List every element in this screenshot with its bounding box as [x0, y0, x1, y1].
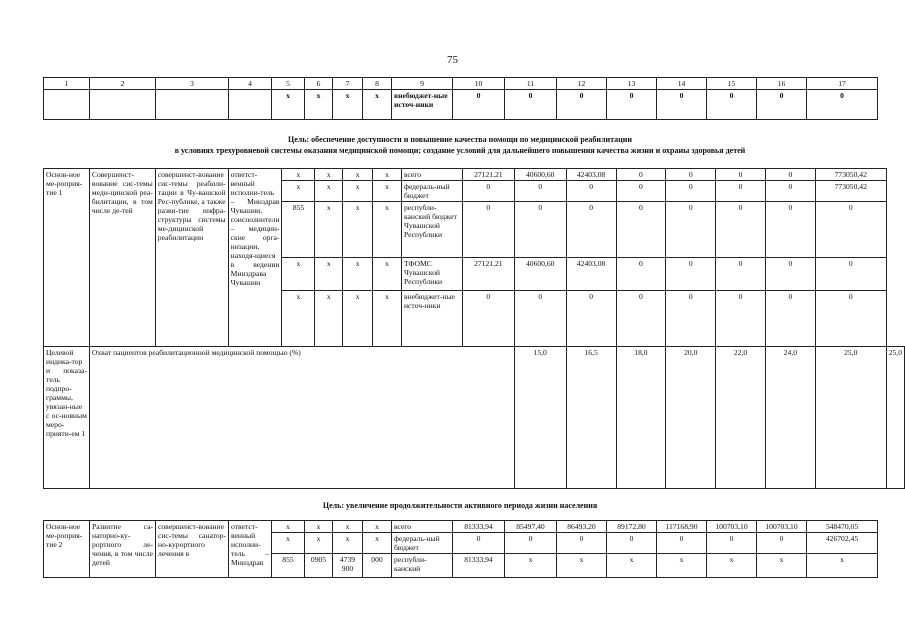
value-cell: 0 [666, 258, 716, 291]
value-cell: 0 [765, 169, 815, 181]
cell: х [315, 202, 343, 258]
value-cell: 0 [716, 202, 766, 258]
value-cell: х [557, 554, 607, 578]
source-cell: федераль-ный бюджет [401, 181, 462, 202]
top-row [44, 90, 878, 120]
value-cell: 0 [765, 202, 815, 258]
source-cell: всего [392, 521, 453, 533]
value-cell: 20,0 [666, 347, 716, 489]
value-cell: 0 [757, 533, 807, 554]
header-cell: 17 [807, 78, 878, 90]
value-cell: 0 [514, 181, 566, 202]
cell: х [272, 533, 305, 554]
header-cell: 16 [757, 78, 807, 90]
value-cell: 0 [453, 90, 505, 120]
cell: х [333, 90, 363, 120]
header-cell: 11 [505, 78, 557, 90]
cell: х [305, 533, 333, 554]
header-cell: 3 [156, 78, 229, 90]
value-cell: 0 [707, 533, 757, 554]
cell: х [363, 533, 392, 554]
source-cell: республи-канский [392, 554, 453, 578]
value-cell: 0 [616, 169, 666, 181]
goal-heading-2: Цель: увеличение продолжительности активного периода жизни населения [322, 501, 598, 510]
source-cell: ТФОМС Чувашской Республики [401, 258, 462, 291]
cell: х [282, 181, 315, 202]
value-cell: х [757, 554, 807, 578]
cell: х [373, 181, 402, 202]
page-number: 75 [447, 54, 458, 66]
indicator-label: Целевой индика-тор и показа-тель подпро-граммы, увязан-ные с ос-новным меро-прияти-ем 1 [44, 347, 90, 489]
value-cell: х [505, 554, 557, 578]
cell: х [343, 169, 373, 181]
value-cell: 0 [666, 181, 716, 202]
header-cell: 4 [229, 78, 272, 90]
cell: х [333, 533, 363, 554]
measure-description: совершенст-вование сис-темы санатор-но-курортного лечения в [156, 521, 229, 578]
header-cell: 12 [557, 78, 607, 90]
cell: 000 [363, 554, 392, 578]
cell: х [282, 258, 315, 291]
value-cell: 548470,05 [807, 521, 878, 533]
value-cell: 0 [607, 533, 657, 554]
value-cell: 18,0 [616, 347, 666, 489]
measure-executor: ответст-венный исполни-тель – Минздрав [229, 521, 272, 578]
cell: х [363, 90, 392, 120]
cell: 0905 [305, 554, 333, 578]
value-cell: 0 [616, 202, 666, 258]
value-cell: 0 [566, 202, 616, 258]
value-cell: 0 [765, 258, 815, 291]
cell: х [343, 181, 373, 202]
value-cell: 86493,20 [557, 521, 607, 533]
measure-description: совершенст-вование сис-темы реабили-тации в Чу-вашской Рес-публике, а также разви-тие инфра-структуры системы ме-дицинской реабилитации [155, 169, 228, 347]
value-cell: 0 [666, 291, 716, 347]
value-cell: 0 [607, 90, 657, 120]
value-cell: 0 [505, 533, 557, 554]
value-cell: 0 [462, 291, 514, 347]
cell: х [373, 258, 402, 291]
cell: х [272, 90, 305, 120]
source-cell: республи-канский бюджет Чувашской Республики [401, 202, 462, 258]
cell: х [305, 90, 333, 120]
value-cell: х [807, 554, 878, 578]
header-cell: 7 [333, 78, 363, 90]
value-cell: 0 [757, 90, 807, 120]
header-cell: 2 [90, 78, 156, 90]
value-cell: 27121,21 [462, 169, 514, 181]
value-cell: 42403,08 [566, 169, 616, 181]
value-cell: х [607, 554, 657, 578]
source-cell: внебюджет-ные источ-ники [392, 90, 453, 120]
table-row [44, 169, 905, 181]
cell: х [373, 291, 402, 347]
value-cell: 0 [657, 90, 707, 120]
value-cell: 81333,94 [453, 554, 505, 578]
value-cell: 0 [765, 291, 815, 347]
cell: х [315, 258, 343, 291]
source-cell: всего [401, 169, 462, 181]
header-cell: 8 [363, 78, 392, 90]
cell: 855 [272, 554, 305, 578]
value-cell: 24,0 [765, 347, 815, 489]
cell: х [373, 202, 402, 258]
cell: х [282, 291, 315, 347]
header-row [44, 78, 878, 90]
header-cell: 13 [607, 78, 657, 90]
cell: 855 [282, 202, 315, 258]
cell: х [373, 169, 402, 181]
goal-heading-1 [43, 134, 877, 156]
cell: х [315, 291, 343, 347]
value-cell: 0 [765, 181, 815, 202]
value-cell: 89172,80 [607, 521, 657, 533]
value-cell: 100703,10 [757, 521, 807, 533]
value-cell: 0 [462, 181, 514, 202]
cell: х [315, 181, 343, 202]
header-cell: 1 [44, 78, 90, 90]
value-cell: 0 [716, 169, 766, 181]
table-row [44, 521, 878, 533]
value-cell: 0 [807, 90, 878, 120]
cell: х [305, 521, 333, 533]
goal-line: Цель: обеспечение доступности и повышение качества помощи по медицинской реабилитации [288, 135, 632, 144]
measure-label: Основ-ное ме-роприя-тие 1 [44, 169, 90, 347]
header-cell: 10 [453, 78, 505, 90]
value-cell: 27121,21 [462, 258, 514, 291]
header-cell: 6 [305, 78, 333, 90]
value-cell: 0 [666, 169, 716, 181]
cell: х [272, 521, 305, 533]
value-cell: х [707, 554, 757, 578]
value-cell: 0 [716, 258, 766, 291]
measure-label: Основ-ное ме-роприя-тие 2 [44, 521, 90, 578]
value-cell: 0 [707, 90, 757, 120]
cell: х [282, 169, 315, 181]
value-cell: 0 [815, 202, 886, 258]
value-cell: х [657, 554, 707, 578]
source-cell: федераль-ный бюджет [392, 533, 453, 554]
value-cell: 42403,08 [566, 258, 616, 291]
header-cell: 5 [272, 78, 305, 90]
value-cell: 0 [557, 90, 607, 120]
value-cell: 85497,40 [505, 521, 557, 533]
value-cell: 100703,10 [707, 521, 757, 533]
value-cell: 81333,94 [453, 521, 505, 533]
value-cell: 16,5 [566, 347, 616, 489]
measure-title: Совершенст-вование сис-темы меди-цинской реа-билитации, в том числе де-тей [89, 169, 155, 347]
measure-1-table [43, 168, 905, 489]
indicator-row [44, 347, 905, 489]
header-cell: 9 [392, 78, 453, 90]
value-cell: 40600,60 [514, 169, 566, 181]
value-cell: 0 [666, 202, 716, 258]
value-cell: 0 [616, 291, 666, 347]
value-cell: 426702,45 [807, 533, 878, 554]
header-cell: 15 [707, 78, 757, 90]
cell: х [315, 169, 343, 181]
indicator-text: Охват пациентов реабилитационной медицинской помощью (%) [89, 347, 462, 489]
measure-title: Развитие са-наторно-ку-рортного ле-чения, в том числе детей [90, 521, 156, 578]
cell: х [343, 202, 373, 258]
measure-2-table [43, 520, 878, 578]
value-cell: 0 [815, 291, 886, 347]
value-cell: 773050,42 [815, 181, 886, 202]
value-cell: 0 [557, 533, 607, 554]
value-cell: 0 [657, 533, 707, 554]
header-cell: 14 [657, 78, 707, 90]
goal-line: в условиях трехуровневой системы оказания медицинской помощи; создание условий для дальнейшего повышения качества жизни и охраны здоровья детей [174, 146, 746, 155]
source-cell: внебюджет-ные источ-ники [401, 291, 462, 347]
value-cell: 0 [566, 181, 616, 202]
value-cell: 0 [815, 258, 886, 291]
value-cell: 22,0 [716, 347, 766, 489]
value-cell: 0 [505, 90, 557, 120]
value-cell: 0 [616, 181, 666, 202]
value-cell: 117168,90 [657, 521, 707, 533]
value-cell: 0 [716, 181, 766, 202]
value-cell: 0 [514, 291, 566, 347]
value-cell: 0 [462, 202, 514, 258]
value-cell: 0 [453, 533, 505, 554]
value-cell: 25,0 [815, 347, 886, 489]
cell: х [343, 291, 373, 347]
header-table [43, 77, 878, 120]
value-cell: 25,0 [886, 347, 904, 489]
cell: 4739 900 [333, 554, 363, 578]
value-cell: 0 [716, 291, 766, 347]
value-cell: 773050,42 [815, 169, 886, 181]
value-cell: 0 [616, 258, 666, 291]
value-cell: 0 [566, 291, 616, 347]
value-cell: 15,0 [514, 347, 566, 489]
measure-executor: ответст-венный исполни-тель – Минздрав Чувашии, соисполнители – медицин-ские орга-низации, находя-щиеся в ведении Минздрава Чувашии [228, 169, 282, 347]
cell: х [343, 258, 373, 291]
value-cell: 0 [514, 202, 566, 258]
cell: х [333, 521, 363, 533]
value-cell: 40600,60 [514, 258, 566, 291]
cell: х [363, 521, 392, 533]
